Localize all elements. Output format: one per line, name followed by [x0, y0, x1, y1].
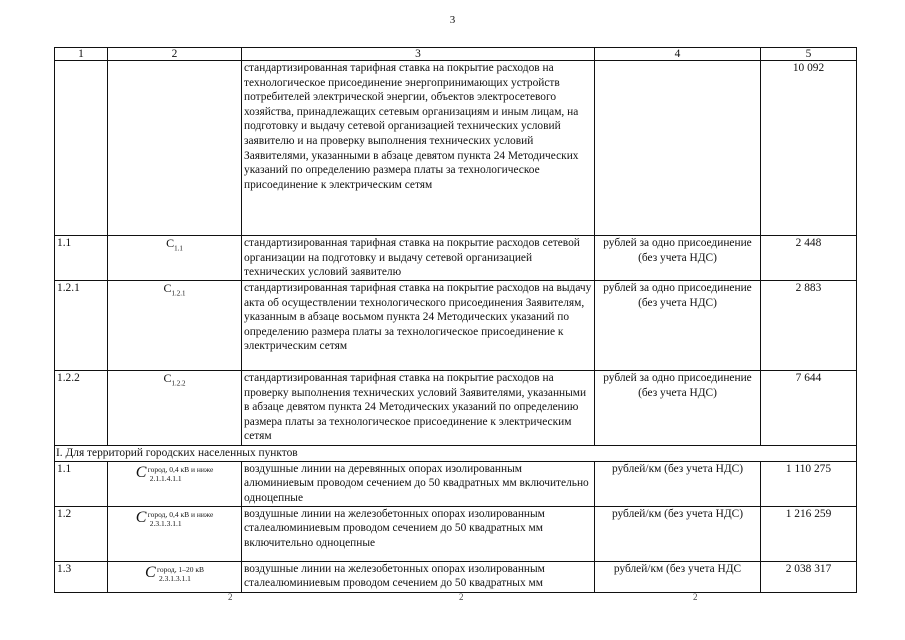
cost-formula — [145, 565, 204, 583]
formula-superscript: город, 1–20 кВ — [156, 564, 204, 574]
header-col-5: 5 — [761, 48, 857, 61]
page-number: 3 — [449, 14, 456, 26]
table-row — [55, 561, 857, 592]
row-value: 1 110 275 — [761, 461, 857, 506]
row-unit: рублей за одно присоединение (без учета НДС) — [595, 281, 761, 371]
row-description: стандартизированная тарифная ставка на покрытие расходов на выдачу акта об осуществлении технологического присоединения Заявителям, указанным в абзаце восьмом пункта 24 Методических указаний по определению размера платы за технологическое присоединение к электрическим сетям — [242, 281, 595, 371]
formula-superscript: город, 0,4 кВ и ниже — [147, 509, 214, 519]
formula-superscript: город, 0,4 кВ и ниже — [147, 464, 214, 474]
header-col-4: 4 — [595, 48, 761, 61]
formula-letter: C — [135, 508, 147, 526]
table-row — [55, 236, 857, 281]
header-col-1: 1 — [55, 48, 108, 61]
table-row — [55, 461, 857, 506]
row-unit: рублей/км (без учета НДС) — [595, 461, 761, 506]
row-value: 2 448 — [761, 236, 857, 281]
row-unit: рублей/км (без учета НДС) — [595, 506, 761, 561]
row-value: 1 216 259 — [761, 506, 857, 561]
row-symbol — [108, 461, 242, 506]
row-number: 1.2 — [55, 506, 108, 561]
row-symbol — [108, 61, 242, 236]
row-symbol — [108, 561, 242, 592]
table-row — [55, 61, 857, 236]
formula-letter: C — [144, 563, 156, 581]
symbol-letter: C — [163, 371, 172, 385]
formula-subscript: 2.1.1.4.1.1 — [149, 473, 182, 483]
row-number: 1.2.2 — [55, 371, 108, 446]
table-row — [55, 506, 857, 561]
row-value: 2 038 317 — [761, 561, 857, 592]
row-description: стандартизированная тарифная ставка на покрытие расходов сетевой организации на подготовку и выдачу сетевой организацией технических условий заявителю — [242, 236, 595, 281]
symbol-subscript: 1.1 — [174, 244, 183, 253]
row-unit: рублей за одно присоединение (без учета НДС) — [595, 371, 761, 446]
cost-formula — [136, 510, 214, 528]
row-number: 1.3 — [55, 561, 108, 592]
header-col-2: 2 — [108, 48, 242, 61]
row-number: 1.2.1 — [55, 281, 108, 371]
row-symbol — [108, 371, 242, 446]
section-row — [55, 446, 857, 462]
row-value: 2 883 — [761, 281, 857, 371]
symbol-subscript: 1.2.1 — [171, 289, 186, 298]
section-title: I. Для территорий городских населенных пунктов — [55, 446, 857, 462]
table-row — [55, 281, 857, 371]
row-description: воздушные линии на деревянных опорах изолированным алюминиевым проводом сечением до 50 квадратных мм включительно одноцепные — [242, 461, 595, 506]
row-value: 10 092 — [761, 61, 857, 236]
row-unit: рублей/км (без учета НДС — [595, 561, 761, 592]
formula-subscript: 2.3.1.3.1.1 — [158, 573, 191, 583]
tariff-table — [54, 47, 857, 593]
table-row — [55, 371, 857, 446]
formula-subscript: 2.3.1.3.1.1 — [149, 518, 182, 528]
cost-formula — [136, 465, 214, 483]
footer-mark: 2 — [459, 592, 464, 602]
row-symbol — [108, 281, 242, 371]
row-value: 7 644 — [761, 371, 857, 446]
formula-letter: C — [135, 463, 147, 481]
row-unit: рублей за одно присоединение (без учета НДС) — [595, 236, 761, 281]
row-description: воздушные линии на железобетонных опорах изолированным сталеалюминиевым проводом сечением до 50 квадратных мм — [242, 561, 595, 592]
symbol-letter: C — [166, 236, 175, 250]
row-description: воздушные линии на железобетонных опорах изолированным сталеалюминиевым проводом сечением до 50 квадратных мм включительно одноцепные — [242, 506, 595, 561]
symbol-letter: C — [163, 281, 172, 295]
row-symbol — [108, 236, 242, 281]
row-number: 1.1 — [55, 236, 108, 281]
row-description: стандартизированная тарифная ставка на покрытие расходов на проверку выполнения технических условий Заявителями, указанными в абзаце девятом пункта 24 Методических указаний по определению размера платы за технологическое присоединение к электрическим сетям — [242, 371, 595, 446]
table-header-row — [55, 48, 857, 61]
row-symbol — [108, 506, 242, 561]
row-number — [55, 61, 108, 236]
row-number: 1.1 — [55, 461, 108, 506]
footer-mark: 2 — [228, 592, 233, 602]
row-description: стандартизированная тарифная ставка на покрытие расходов на технологическое присоединение энергопринимающих устройств потребителей электрической энергии, объектов электросетевого хозяйства, принадлежащих сетевым организациям и иным лицам, на подготовку и выдачу сетевой организацией технических условий заявителю и на проверку выполнения технических условий Заявителями, указанными в абзаце девятом пункта 24 Методических указаний по определению размера платы за технологическое присоединение к электрическим сетям — [242, 61, 595, 236]
row-unit — [595, 61, 761, 236]
header-col-3: 3 — [242, 48, 595, 61]
footer-mark: 2 — [693, 592, 698, 602]
symbol-subscript: 1.2.2 — [171, 379, 186, 388]
